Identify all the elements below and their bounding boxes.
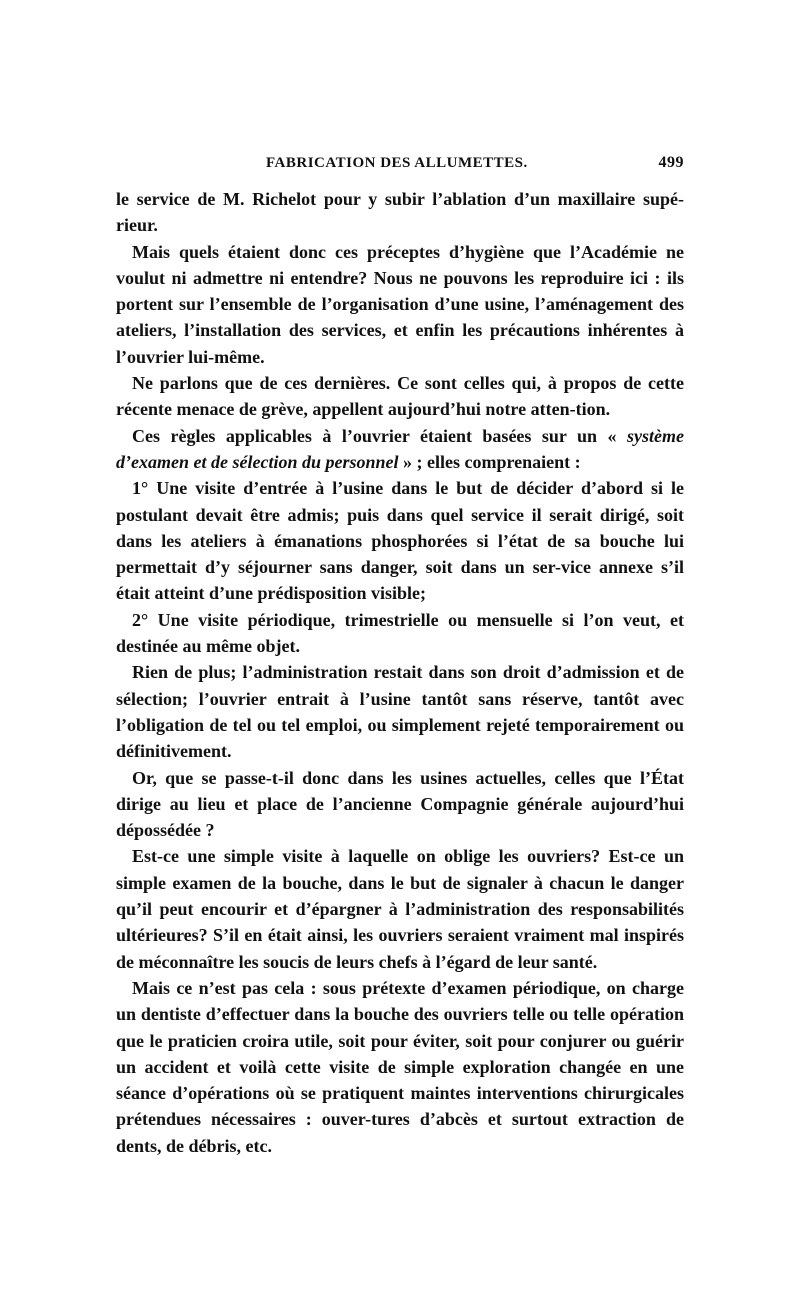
paragraph-2: Mais quels étaient donc ces préceptes d’hygiène que l’Académie ne voulut ni admettre ni entendre? Nous ne pouvons les reproduire ici : ils portent sur l’ensemble de l’organisation d’une usine, l’aménagement des ateliers, l’installation des services, et enfin les précautions inhérentes à l’ouvrier lui-même.	[116, 241, 684, 367]
paragraph-1: le service de M. Richelot pour y subir l’ablation d’un maxillaire supé-rieur.	[116, 189, 684, 236]
paragraph-4-italic: système d’examen et de sélection du personnel	[116, 425, 684, 472]
paragraph-5: 1° Une visite d’entrée à l’usine dans le but de décider d’abord si le postulant devait être admis; puis dans quel service il serait dirigé, soit dans les ateliers à émanations phosphorées si l’état de sa bouche lui permettait d’y séjourner sans danger, soit dans un ser-vice annexe s’il était atteint d’une prédisposition visible;	[116, 478, 684, 604]
body-text	[116, 186, 684, 1159]
running-title: FABRICATION DES ALLUMETTES.	[266, 155, 528, 171]
page-number: 499	[658, 154, 684, 171]
book-page	[116, 150, 684, 1159]
paragraph-3: Ne parlons que de ces dernières. Ce sont celles qui, à propos de cette récente menace de grève, appellent aujourd’hui notre atten-tion.	[116, 373, 684, 420]
paragraph-9: Est-ce une simple visite à laquelle on oblige les ouvriers? Est-ce un simple examen de la bouche, dans le but de signaler à chacun le danger qu’il peut encourir et d’épargner à l’administration des responsabilités ultérieures? S’il en était ainsi, les ouvriers seraient vraiment mal inspirés de méconnaître les soucis de leurs chefs à l’égard de leur santé.	[116, 846, 684, 972]
paragraph-10: Mais ce n’est pas cela : sous prétexte d’examen périodique, on charge un dentiste d’effectuer dans la bouche des ouvriers telle ou telle opération que le praticien croira utile, soit pour éviter, soit pour conjurer ou guérir un accident et voilà cette visite de simple exploration changée en une séance d’opérations où se pratiquent maintes interventions chirurgicales prétendues nécessaires : ouver-tures d’abcès et surtout extraction de dents, de débris, etc.	[116, 977, 684, 1156]
paragraph-4-end: » ; elles comprenaient :	[398, 451, 581, 472]
paragraph-6: 2° Une visite périodique, trimestrielle ou mensuelle si l’on veut, et destinée au même objet.	[116, 609, 684, 657]
running-header	[116, 150, 684, 176]
paragraph-4	[116, 423, 684, 476]
paragraph-8: Or, que se passe-t-il donc dans les usines actuelles, celles que l’État dirige au lieu et place de l’ancienne Compagnie générale aujourd’hui dépossédée ?	[116, 767, 684, 841]
paragraph-4-start: Ces règles applicables à l’ouvrier étaient basées sur un «	[132, 425, 628, 446]
paragraph-7: Rien de plus; l’administration restait dans son droit d’admission et de sélection; l’ouvrier entrait à l’usine tantôt sans réserve, tantôt avec l’obligation de tel ou tel emploi, ou simplement rejeté temporairement ou définitivement.	[116, 662, 684, 762]
